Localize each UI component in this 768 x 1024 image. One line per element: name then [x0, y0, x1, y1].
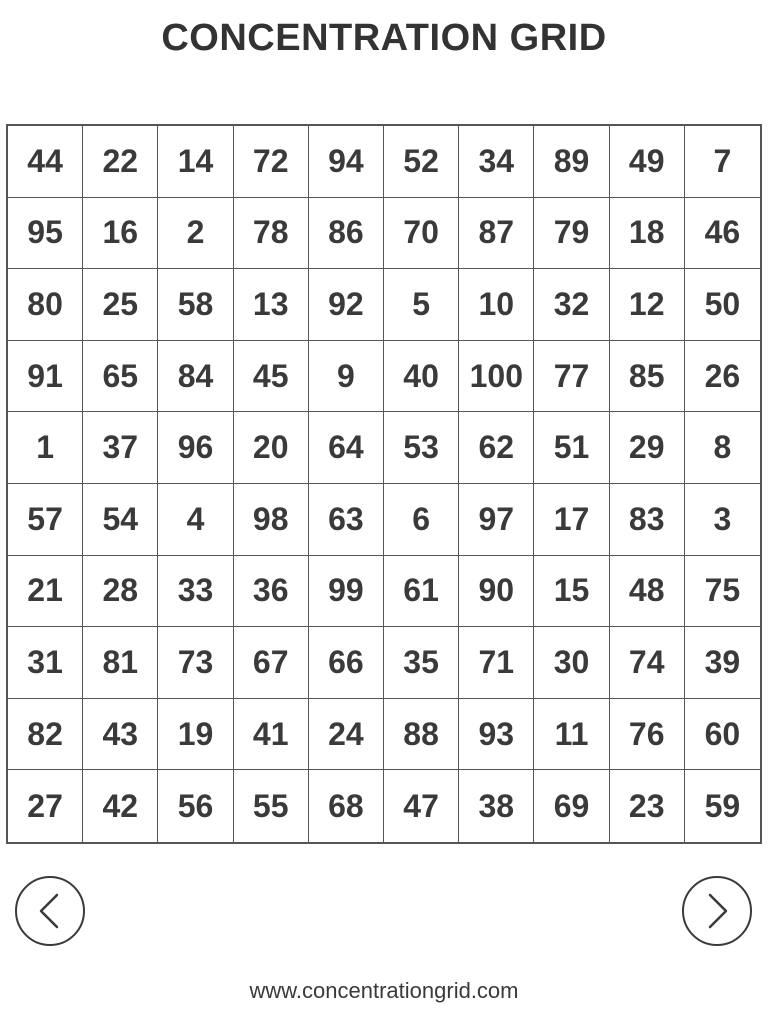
- grid-cell: 57: [8, 484, 83, 556]
- grid-cell: 38: [459, 770, 534, 842]
- grid-cell: 87: [459, 198, 534, 270]
- next-button[interactable]: [682, 876, 752, 946]
- grid-cell: 18: [610, 198, 685, 270]
- grid-cell: 80: [8, 269, 83, 341]
- grid-cell: 88: [384, 699, 459, 771]
- grid-cell: 45: [234, 341, 309, 413]
- grid-cell: 32: [534, 269, 609, 341]
- grid-cell: 62: [459, 412, 534, 484]
- grid-cell: 100: [459, 341, 534, 413]
- grid-cell: 79: [534, 198, 609, 270]
- grid-cell: 35: [384, 627, 459, 699]
- grid-cell: 43: [83, 699, 158, 771]
- grid-cell: 64: [309, 412, 384, 484]
- number-grid: [6, 124, 762, 844]
- chevron-right-icon: [700, 891, 734, 931]
- grid-cell: 14: [158, 126, 233, 198]
- grid-cell: 74: [610, 627, 685, 699]
- chevron-left-icon: [33, 891, 67, 931]
- grid-cell: 17: [534, 484, 609, 556]
- page-title: CONCENTRATION GRID: [161, 17, 607, 59]
- grid-cell: 31: [8, 627, 83, 699]
- grid-cell: 58: [158, 269, 233, 341]
- grid-cell: 83: [610, 484, 685, 556]
- grid-cell: 52: [384, 126, 459, 198]
- grid-cell: 20: [234, 412, 309, 484]
- grid-cell: 85: [610, 341, 685, 413]
- grid-cell: 33: [158, 556, 233, 628]
- grid-cell: 71: [459, 627, 534, 699]
- grid-cell: 29: [610, 412, 685, 484]
- grid-cell: 11: [534, 699, 609, 771]
- grid-cell: 55: [234, 770, 309, 842]
- grid-cell: 13: [234, 269, 309, 341]
- grid-cell: 72: [234, 126, 309, 198]
- grid-cell: 77: [534, 341, 609, 413]
- grid-cell: 46: [685, 198, 760, 270]
- grid-cell: 40: [384, 341, 459, 413]
- grid-cell: 82: [8, 699, 83, 771]
- grid-cell: 6: [384, 484, 459, 556]
- grid-cell: 10: [459, 269, 534, 341]
- grid-cell: 66: [309, 627, 384, 699]
- grid-cell: 65: [83, 341, 158, 413]
- grid-cell: 76: [610, 699, 685, 771]
- grid-cell: 54: [83, 484, 158, 556]
- grid-cell: 34: [459, 126, 534, 198]
- grid-cell: 89: [534, 126, 609, 198]
- grid-cell: 36: [234, 556, 309, 628]
- grid-cell: 44: [8, 126, 83, 198]
- grid-cell: 78: [234, 198, 309, 270]
- grid-cell: 91: [8, 341, 83, 413]
- grid-cell: 47: [384, 770, 459, 842]
- grid-cell: 16: [83, 198, 158, 270]
- grid-cell: 24: [309, 699, 384, 771]
- grid-cell: 53: [384, 412, 459, 484]
- grid-cell: 86: [309, 198, 384, 270]
- grid-cell: 19: [158, 699, 233, 771]
- grid-cell: 70: [384, 198, 459, 270]
- grid-cell: 96: [158, 412, 233, 484]
- grid-cell: 51: [534, 412, 609, 484]
- previous-button[interactable]: [15, 876, 85, 946]
- grid-cell: 63: [309, 484, 384, 556]
- grid-cell: 90: [459, 556, 534, 628]
- grid-cell: 12: [610, 269, 685, 341]
- grid-cell: 67: [234, 627, 309, 699]
- grid-cell: 50: [685, 269, 760, 341]
- grid-cell: 3: [685, 484, 760, 556]
- grid-cell: 68: [309, 770, 384, 842]
- grid-cell: 48: [610, 556, 685, 628]
- grid-cell: 81: [83, 627, 158, 699]
- grid-cell: 9: [309, 341, 384, 413]
- grid-cell: 41: [234, 699, 309, 771]
- grid-cell: 7: [685, 126, 760, 198]
- grid-cell: 23: [610, 770, 685, 842]
- grid-cell: 15: [534, 556, 609, 628]
- grid-cell: 59: [704, 787, 741, 824]
- grid-cell: 93: [459, 699, 534, 771]
- grid-cell: 69: [534, 770, 609, 842]
- grid-cell: 49: [610, 126, 685, 198]
- grid-cell: 21: [8, 556, 83, 628]
- grid-cell: 22: [83, 126, 158, 198]
- grid-cell: 1: [8, 412, 83, 484]
- grid-cell: 98: [234, 484, 309, 556]
- grid-cell: 61: [384, 556, 459, 628]
- grid-cell: 30: [534, 627, 609, 699]
- grid-cell: 25: [83, 269, 158, 341]
- grid-cell: 92: [309, 269, 384, 341]
- grid-cell: 99: [309, 556, 384, 628]
- grid-cell: 94: [309, 126, 384, 198]
- grid-cell: 60: [685, 699, 760, 771]
- grid-cell: 95: [8, 198, 83, 270]
- grid-cell: 42: [83, 770, 158, 842]
- grid-cell: 2: [158, 198, 233, 270]
- footer-url[interactable]: www.concentrationgrid.com: [249, 978, 519, 1003]
- grid-cell: 73: [158, 627, 233, 699]
- grid-cell: 84: [158, 341, 233, 413]
- grid-cell: 8: [685, 412, 760, 484]
- grid-cell: 26: [685, 341, 760, 413]
- grid-cell: 28: [83, 556, 158, 628]
- grid-cell: 39: [685, 627, 760, 699]
- grid-cell: 37: [83, 412, 158, 484]
- grid-cell: 4: [158, 484, 233, 556]
- grid-cell: 56: [158, 770, 233, 842]
- grid-cell: 27: [8, 770, 83, 842]
- grid-cell: 75: [685, 556, 760, 628]
- grid-cell: 5: [384, 269, 459, 341]
- grid-cell: 97: [459, 484, 534, 556]
